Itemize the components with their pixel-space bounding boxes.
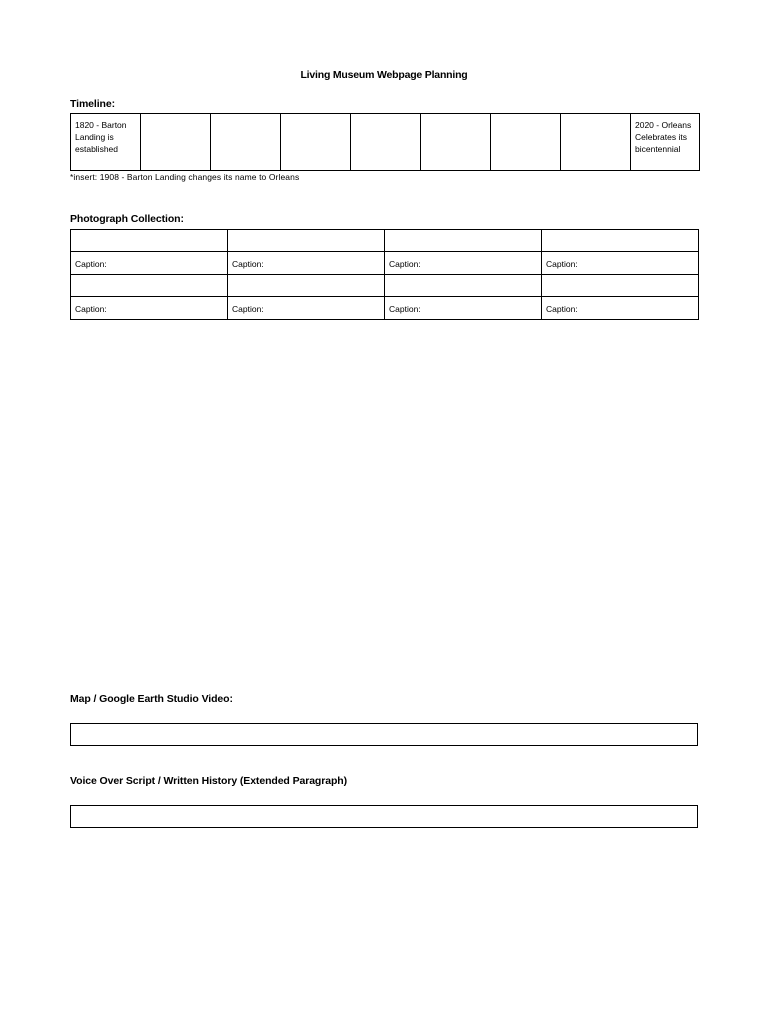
caption-cell[interactable]: Caption: — [228, 252, 385, 275]
voice-over-box[interactable] — [70, 805, 698, 828]
photo-cell[interactable] — [542, 230, 699, 252]
caption-cell[interactable]: Caption: — [71, 297, 228, 320]
page-title: Living Museum Webpage Planning — [300, 69, 468, 81]
photo-row — [71, 275, 699, 297]
photograph-table — [70, 229, 699, 320]
caption-cell[interactable]: Caption: — [385, 252, 542, 275]
timeline-cell-5[interactable] — [351, 114, 421, 171]
caption-cell[interactable]: Caption: — [228, 297, 385, 320]
timeline-cell-1[interactable]: 1820 - Barton Landing is established — [71, 114, 141, 171]
timeline-cell-7[interactable] — [491, 114, 561, 171]
photo-cell[interactable] — [542, 275, 699, 297]
caption-cell[interactable]: Caption: — [71, 252, 228, 275]
timeline-cell-8[interactable] — [561, 114, 631, 171]
photo-cell[interactable] — [228, 230, 385, 252]
voice-over-label: Voice Over Script / Written History (Extended Paragraph) — [70, 775, 347, 787]
photo-cell[interactable] — [71, 275, 228, 297]
caption-cell[interactable]: Caption: — [542, 252, 699, 275]
caption-row — [71, 297, 699, 320]
photo-cell[interactable] — [385, 275, 542, 297]
photo-cell[interactable] — [71, 230, 228, 252]
caption-row — [71, 252, 699, 275]
timeline-cell-6[interactable] — [421, 114, 491, 171]
timeline-row — [71, 114, 700, 171]
caption-cell[interactable]: Caption: — [385, 297, 542, 320]
photograph-collection-label: Photograph Collection: — [70, 213, 184, 225]
timeline-table — [70, 113, 700, 171]
timeline-cell-4[interactable] — [281, 114, 351, 171]
timeline-insert-note: *insert: 1908 - Barton Landing changes its name to Orleans — [70, 172, 300, 182]
photo-cell[interactable] — [228, 275, 385, 297]
timeline-label: Timeline: — [70, 98, 116, 110]
timeline-cell-2[interactable] — [141, 114, 211, 171]
map-video-label: Map / Google Earth Studio Video: — [70, 693, 233, 705]
timeline-cell-9[interactable]: 2020 - Orleans Celebrates its bicentennial — [631, 114, 700, 171]
timeline-cell-3[interactable] — [211, 114, 281, 171]
caption-cell[interactable]: Caption: — [542, 297, 699, 320]
photo-cell[interactable] — [385, 230, 542, 252]
map-video-box[interactable] — [70, 723, 698, 746]
photo-row — [71, 230, 699, 252]
